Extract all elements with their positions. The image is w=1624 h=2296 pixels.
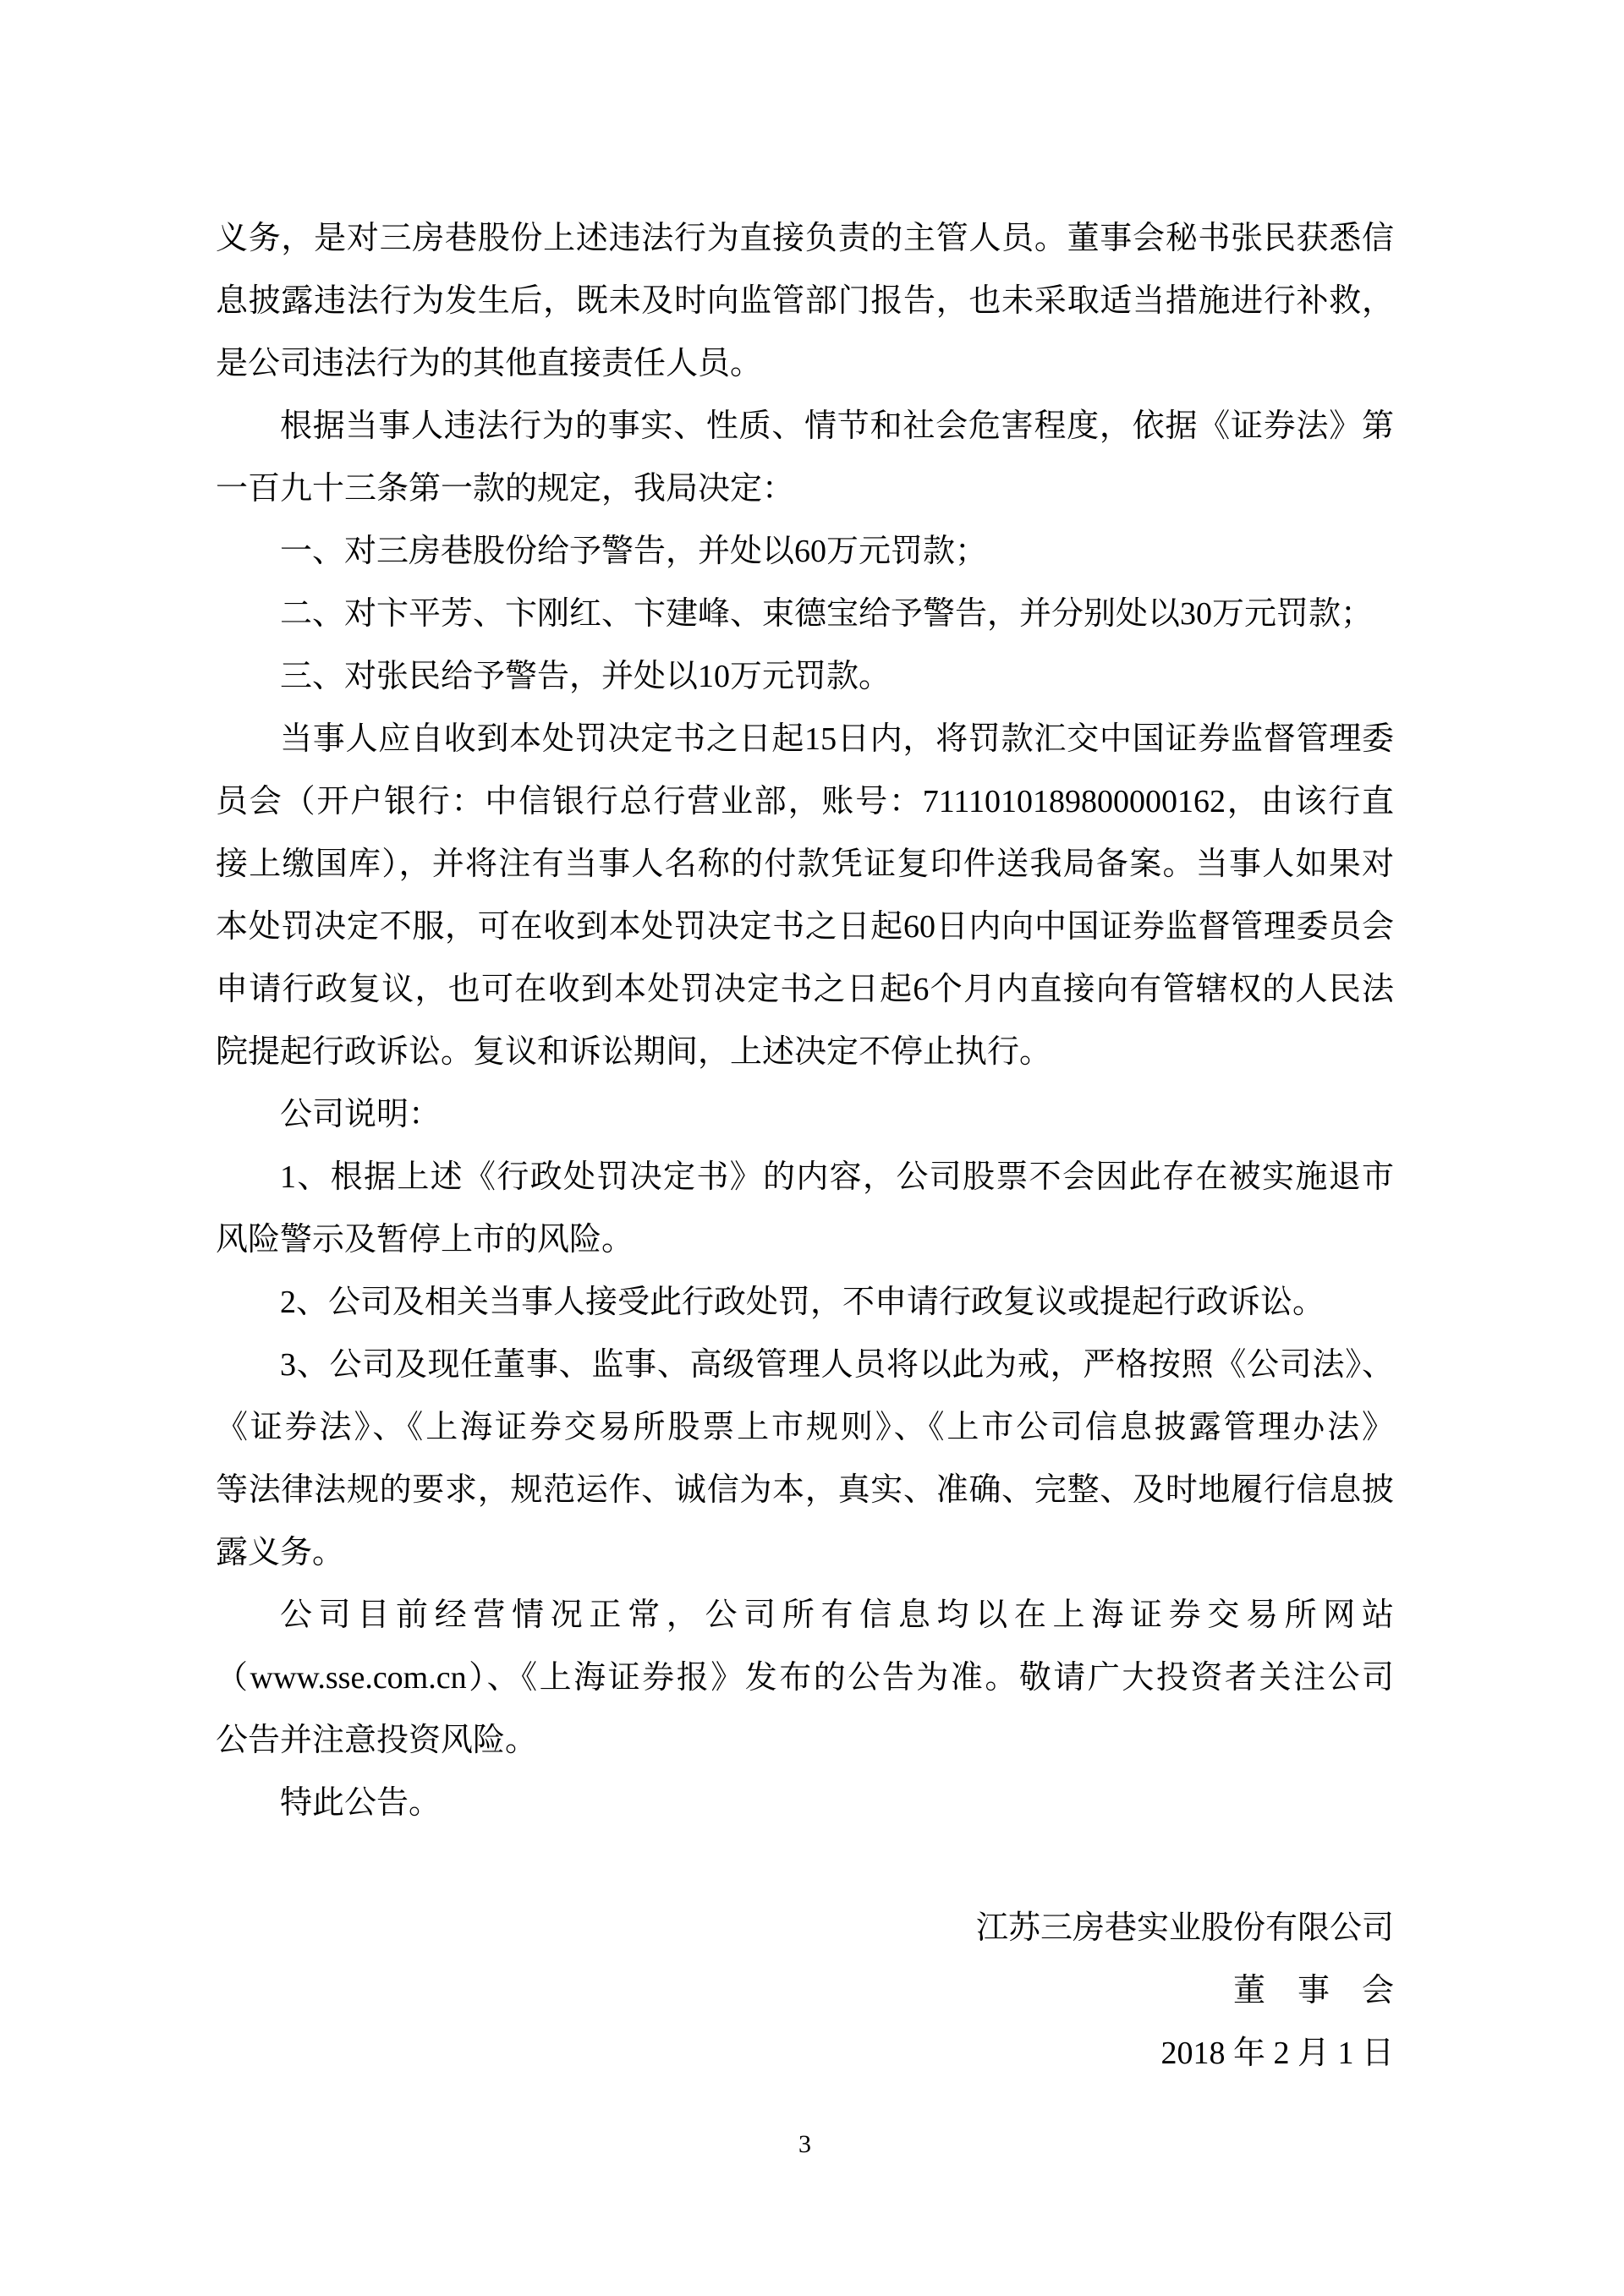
text-line: 申请行政复议，也可在收到本处罚决定书之日起6个月内直接向有管辖权的人民法 xyxy=(216,972,1394,1007)
text-line: （www.sse.com.cn）、《上海证券报》发布的公告为准。敬请广大投资者关注公司 xyxy=(216,1660,1394,1696)
text-line: 接上缴国库），并将注有当事人名称的付款凭证复印件送我局备案。当事人如果对 xyxy=(216,847,1394,882)
text-line: 三、对张民给予警告，并处以10万元罚款。 xyxy=(280,659,892,694)
document-body xyxy=(216,207,1394,2085)
text-line: 院提起行政诉讼。复议和诉讼期间，上述决定不停止执行。 xyxy=(216,1034,1052,1070)
text-line: 2、公司及相关当事人接受此行政处罚，不申请行政复议或提起行政诉讼。 xyxy=(280,1285,1325,1320)
text-line: 公告并注意投资风险。 xyxy=(216,1723,538,1758)
text-line: 是公司违法行为的其他直接责任人员。 xyxy=(216,346,763,381)
text-line: 义务，是对三房巷股份上述违法行为直接负责的主管人员。董事会秘书张民获悉信 xyxy=(216,221,1394,256)
text-line: 一、对三房巷股份给予警告，并处以60万元罚款； xyxy=(280,534,988,569)
date-signature: 2018 年 2 月 1 日 xyxy=(1160,2036,1394,2071)
text-line: 公司说明： xyxy=(280,1097,442,1132)
text-line: 等法律法规的要求，规范运作、诚信为本，真实、准确、完整、及时地履行信息披 xyxy=(216,1472,1394,1508)
text-line: 公司目前经营情况正常，公司所有信息均以在上海证券交易所网站 xyxy=(280,1597,1394,1633)
company-signature: 江苏三房巷实业股份有限公司 xyxy=(975,1910,1394,1946)
text-line: 露义务。 xyxy=(216,1535,345,1570)
text-line: 一百九十三条第一款的规定，我局决定： xyxy=(216,471,795,507)
blank-line xyxy=(216,1834,1394,1897)
text-line: 二、对卞平芳、卞刚红、卞建峰、束德宝给予警告，并分别处以30万元罚款； xyxy=(280,596,1374,632)
text-line: 当事人应自收到本处罚决定书之日起15日内，将罚款汇交中国证券监督管理委 xyxy=(280,721,1394,757)
text-line: 3、公司及现任董事、监事、高级管理人员将以此为戒，严格按照《公司法》、 xyxy=(280,1347,1394,1383)
text-line: 1、根据上述《行政处罚决定书》的内容，公司股票不会因此存在被实施退市 xyxy=(280,1159,1394,1195)
text-line: 《证券法》、《上海证券交易所股票上市规则》、《上市公司信息披露管理办法》 xyxy=(216,1410,1394,1445)
page-number: 3 xyxy=(798,2130,811,2158)
text-line: 根据当事人违法行为的事实、性质、情节和社会危害程度，依据《证券法》第 xyxy=(280,408,1394,444)
text-line: 风险警示及暂停上市的风险。 xyxy=(216,1222,634,1258)
board-signature: 董 事 会 xyxy=(1232,1973,1394,2008)
text-line: 息披露违法行为发生后，既未及时向监管部门报告，也未采取适当措施进行补救， xyxy=(216,283,1394,319)
text-line: 本处罚决定不服，可在收到本处罚决定书之日起60日内向中国证券监督管理委员会 xyxy=(216,909,1394,945)
text-line: 员会（开户银行：中信银行总行营业部，账号：7111010189800000162，由该行直 xyxy=(216,784,1394,819)
text-line: 特此公告。 xyxy=(280,1785,442,1821)
